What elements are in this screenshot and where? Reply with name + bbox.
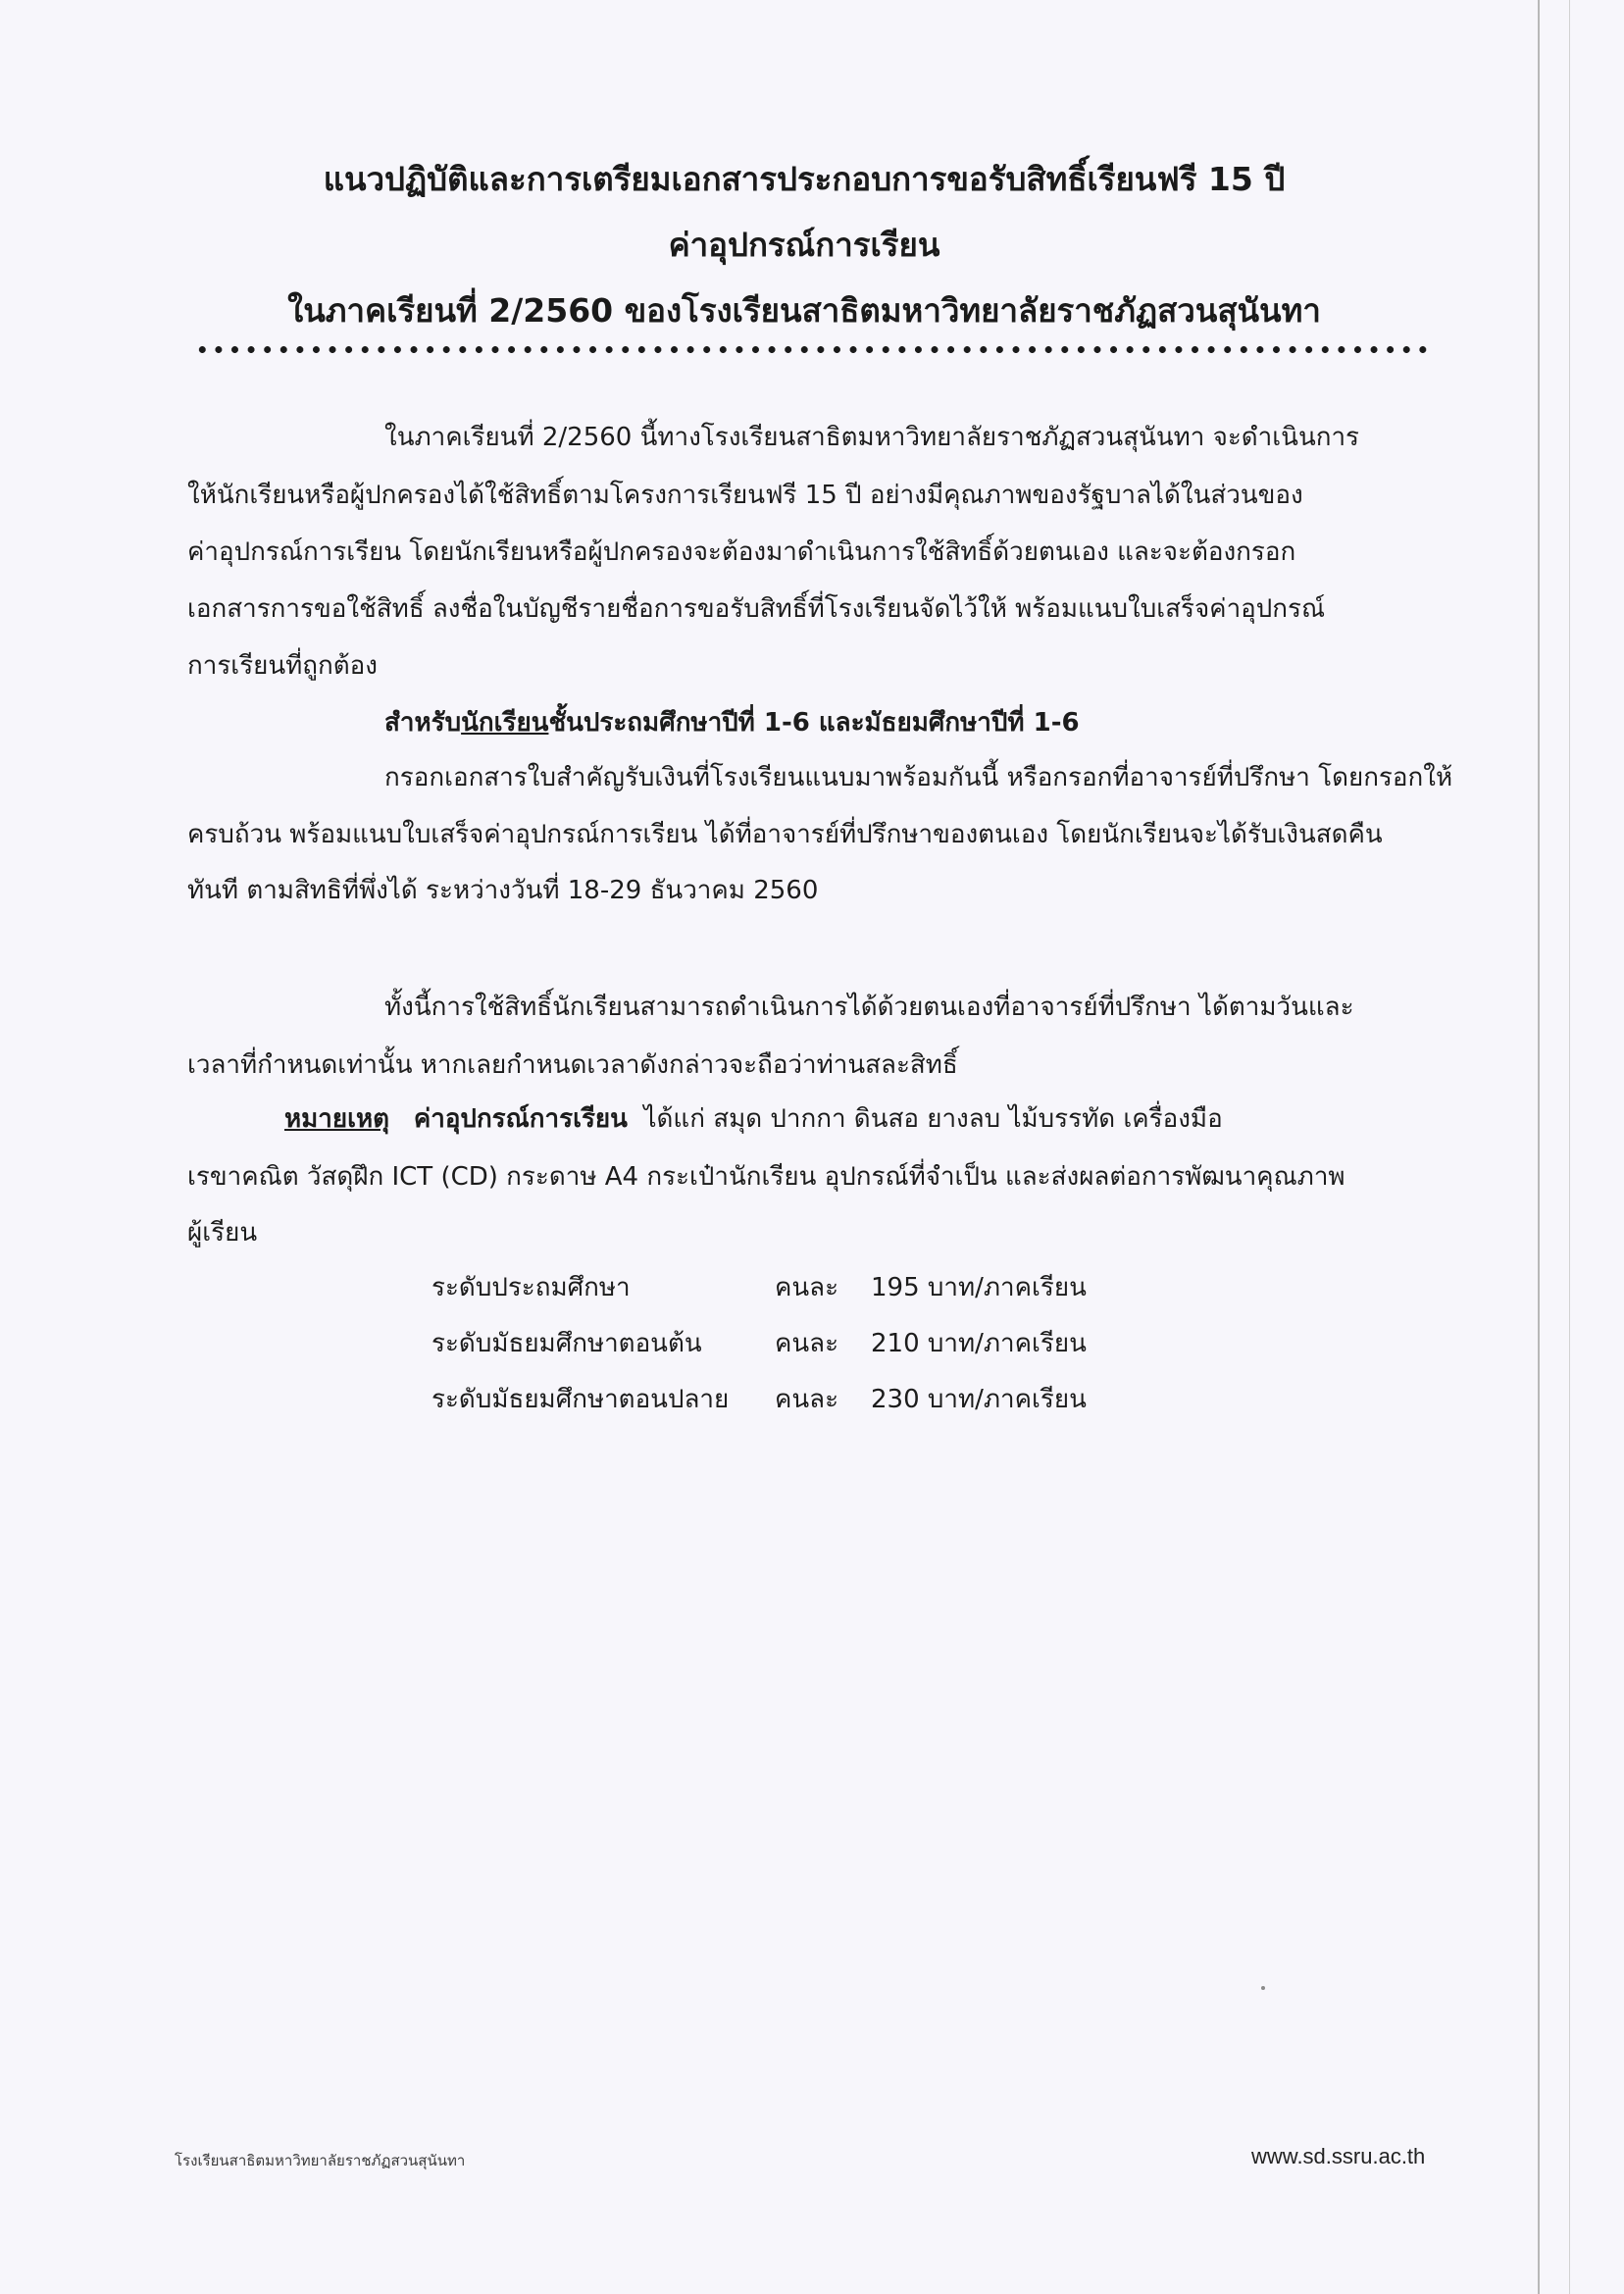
- section-heading-suffix: ชั้นประถมศึกษาปีที่ 1-6 และมัธยมศึกษาปีที่ 1-6: [548, 708, 1080, 738]
- note-line: [284, 1102, 1223, 1136]
- note-term: ค่าอุปกรณ์การเรียน: [413, 1104, 628, 1134]
- rate-per: คนละ: [775, 1385, 839, 1414]
- document-title-line-3: ในภาคเรียนที่ 2/2560 ของโรงเรียนสาธิตมหาวิทยาลัยราชภัฏสวนสุนันทา: [287, 291, 1321, 330]
- rate-per: คนละ: [775, 1329, 839, 1358]
- rate-amount: 230 บาท/ภาคเรียน: [871, 1385, 1087, 1414]
- paragraph-3-line: ทั้งนี้การใช้สิทธิ์นักเรียนสามารถดำเนินการได้ด้วยตนเองที่อาจารย์ที่ปรึกษา ได้ตามวันและ: [384, 993, 1354, 1022]
- document-title-line-1: แนวปฏิบัติและการเตรียมเอกสารประกอบการขอรับสิทธิ์เรียนฟรี 15 ปี: [323, 160, 1286, 198]
- paragraph-1-line: ให้นักเรียนหรือผู้ปกครองได้ใช้สิทธิ์ตามโครงการเรียนฟรี 15 ปี อย่างมีคุณภาพของรัฐบาลได้ในส่วนของ: [187, 481, 1303, 510]
- section-heading: [384, 706, 1080, 739]
- section-heading-underlined: นักเรียน: [461, 708, 549, 738]
- rate-level: ระดับมัธยมศึกษาตอนต้น: [431, 1329, 702, 1358]
- rate-level: ระดับมัธยมศึกษาตอนปลาย: [431, 1385, 730, 1414]
- note-label: หมายเหตุ: [284, 1104, 390, 1134]
- dotted-divider: [194, 345, 1428, 354]
- note-line: ผู้เรียน: [187, 1218, 258, 1248]
- footer-website: www.sd.ssru.ac.th: [1251, 2144, 1426, 2168]
- page-edge-line: [1569, 0, 1570, 2294]
- note-text: ได้แก่ สมุด ปากกา ดินสอ ยางลบ ไม้บรรทัด เครื่องมือ: [643, 1104, 1223, 1134]
- paragraph-3-line: เวลาที่กำหนดเท่านั้น หากเลยกำหนดเวลาดังกล่าวจะถือว่าท่านสละสิทธิ์: [187, 1050, 958, 1080]
- paragraph-2-line: ครบถ้วน พร้อมแนบใบเสร็จค่าอุปกรณ์การเรียน ได้ที่อาจารย์ที่ปรึกษาของตนเอง โดยนักเรียนจะได้รับเงินสดคืน: [187, 820, 1383, 849]
- footer-school-name: โรงเรียนสาธิตมหาวิทยาลัยราชภัฏสวนสุนันทา: [175, 2152, 466, 2169]
- page-edge-line: [1538, 0, 1540, 2294]
- rate-amount: 195 บาท/ภาคเรียน: [871, 1273, 1087, 1302]
- paragraph-2-line: กรอกเอกสารใบสำคัญรับเงินที่โรงเรียนแนบมาพร้อมกันนี้ หรือกรอกที่อาจารย์ที่ปรึกษา โดยกรอกให้: [384, 763, 1453, 792]
- paragraph-1-line: เอกสารการขอใช้สิทธิ์ ลงชื่อในบัญชีรายชื่อการขอรับสิทธิ์ที่โรงเรียนจัดไว้ให้ พร้อมแนบใบเสร็จค่าอุปกรณ์: [187, 594, 1326, 624]
- paragraph-1-line: การเรียนที่ถูกต้อง: [187, 651, 378, 681]
- paragraph-1-line: ในภาคเรียนที่ 2/2560 นี้ทางโรงเรียนสาธิตมหาวิทยาลัยราชภัฏสวนสุนันทา จะดำเนินการ: [384, 423, 1360, 452]
- paragraph-2-line: ทันที ตามสิทธิที่พึ่งได้ ระหว่างวันที่ 18-29 ธันวาคม 2560: [187, 876, 819, 905]
- rate-level: ระดับประถมศึกษา: [431, 1273, 631, 1302]
- rate-amount: 210 บาท/ภาคเรียน: [871, 1329, 1087, 1358]
- document-title-line-2: ค่าอุปกรณ์การเรียน: [668, 226, 940, 264]
- rate-per: คนละ: [775, 1273, 839, 1302]
- section-heading-prefix: สำหรับ: [384, 708, 462, 738]
- note-line: เรขาคณิต วัสดุฝึก ICT (CD) กระดาษ A4 กระเป๋านักเรียน อุปกรณ์ที่จำเป็น และส่งผลต่อการพัฒนาคุณภาพ: [187, 1162, 1345, 1192]
- scan-speck: [1261, 1986, 1265, 1990]
- paragraph-1-line: ค่าอุปกรณ์การเรียน โดยนักเรียนหรือผู้ปกครองจะต้องมาดำเนินการใช้สิทธิ์ด้วยตนเอง และจะต้องกรอก: [187, 537, 1296, 567]
